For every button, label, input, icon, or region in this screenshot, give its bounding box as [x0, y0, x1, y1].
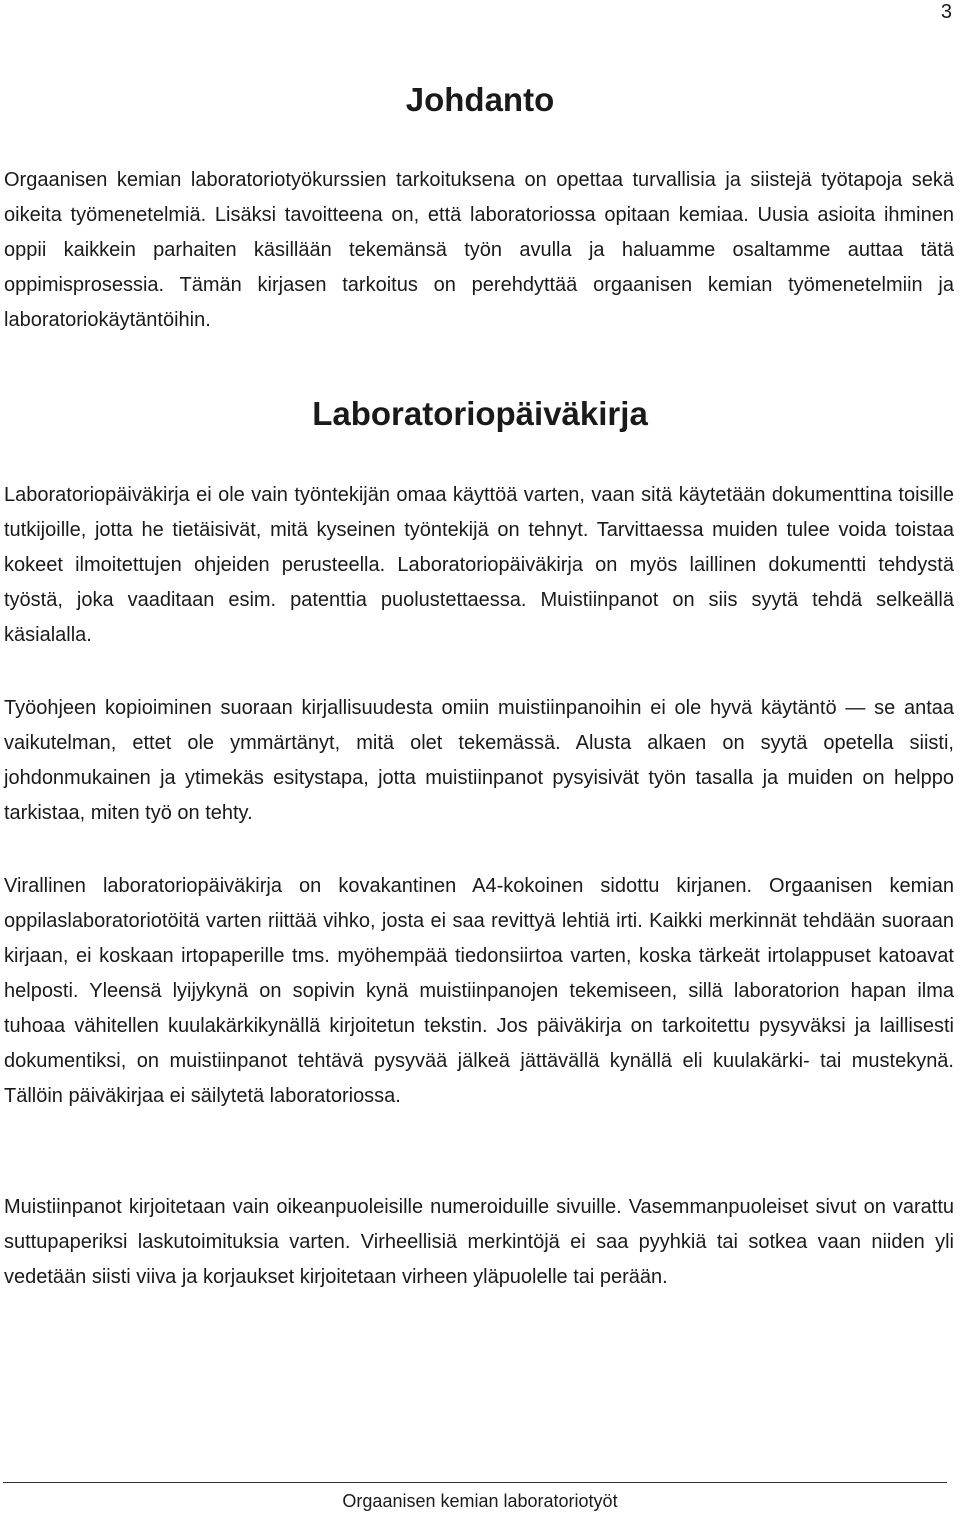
body-paragraph: Muistiinpanot kirjoitetaan vain oikeanpuoleisille numeroiduille sivuille. Vasemmanpuoleiset sivut on varattu suttupaperiksi laskutoimituksia varten. Virheellisiä merkintöjä ei saa pyyhkiä tai sotkea vaan niiden yli vedetään siisti viiva ja korjaukset kirjoitetaan virheen yläpuolelle tai perään.: [4, 1196, 954, 1288]
section-heading-laboratoriopaivakirja: Laboratoriopäiväkirja: [312, 395, 648, 432]
body-paragraph: Laboratoriopäiväkirja ei ole vain työntekijän omaa käyttöä varten, vaan sitä käytetään dokumenttina toisille tutkijoille, jotta he tietäisivät, mitä kyseinen työntekijä on tehnyt. Tarvittaessa muiden tulee voida toistaa kokeet ilmoitettujen ohjeiden perusteella. Laboratoriopäiväkirja on myös laillinen dokumentti tehdystä työstä, joka vaaditaan esim. patenttia puolustettaessa. Muistiinpanot on siis syytä tehdä selkeällä käsialalla.: [4, 484, 954, 646]
body-paragraph: Työohjeen kopioiminen suoraan kirjallisuudesta omiin muistiinpanoihin ei ole hyvä käytäntö — se antaa vaikutelman, ettet ole ymmärtänyt, mitä olet tekemässä. Alusta alkaen on syytä opetella siisti, johdonmukainen ja ytimekäs esitystapa, jotta muistiinpanot pysyisivät työn tasalla ja muiden on helppo tarkistaa, miten työ on tehty.: [4, 697, 954, 824]
page-number: 3: [940, 1, 952, 23]
intro-paragraph: Orgaanisen kemian laboratoriotyökurssien tarkoituksena on opettaa turvallisia ja siistejä työtapoja sekä oikeita työmenetelmiä. Lisäksi tavoitteena on, että laboratoriossa opitaan kemiaa. Uusia asioita ihminen oppii kaikkein parhaiten käsillään tekemänsä työn avulla ja haluamme osaltamme auttaa tätä oppimisprosessia. Tämän kirjasen tarkoitus on perehdyttää orgaanisen kemian työmenetelmiin ja laboratoriokäytäntöihin.: [4, 169, 954, 331]
section-heading-johdanto: Johdanto: [405, 81, 555, 118]
footer-text: Orgaanisen kemian laboratoriotyöt: [342, 1491, 618, 1511]
body-paragraph: Virallinen laboratoriopäiväkirja on kovakantinen A4-kokoinen sidottu kirjanen. Orgaanisen kemian oppilaslaboratoriotöitä varten riittää vihko, josta ei saa revittyä lehtiä irti. Kaikki merkinnät tehdään suoraan kirjaan, ei koskaan irtopaperille tms. myöhempää tiedonsiirtoa varten, koska tärkeät irtolappuset katoavat helposti. Yleensä lyijykynä on sopivin kynä muistiinpanojen tekemiseen, sillä laboratorion hapan ilma tuhoaa vähitellen kuulakärkikynällä kirjoitetun tekstin. Jos päiväkirja on tarkoitettu pysyväksi ja laillisesti dokumentiksi, on muistiinpanot tehtävä pysyvää jälkeä jättävällä kynällä eli kuulakärki- tai mustekynä. Tällöin päiväkirjaa ei säilytetä laboratoriossa.: [4, 875, 954, 1107]
footer-divider: [3, 1482, 947, 1483]
